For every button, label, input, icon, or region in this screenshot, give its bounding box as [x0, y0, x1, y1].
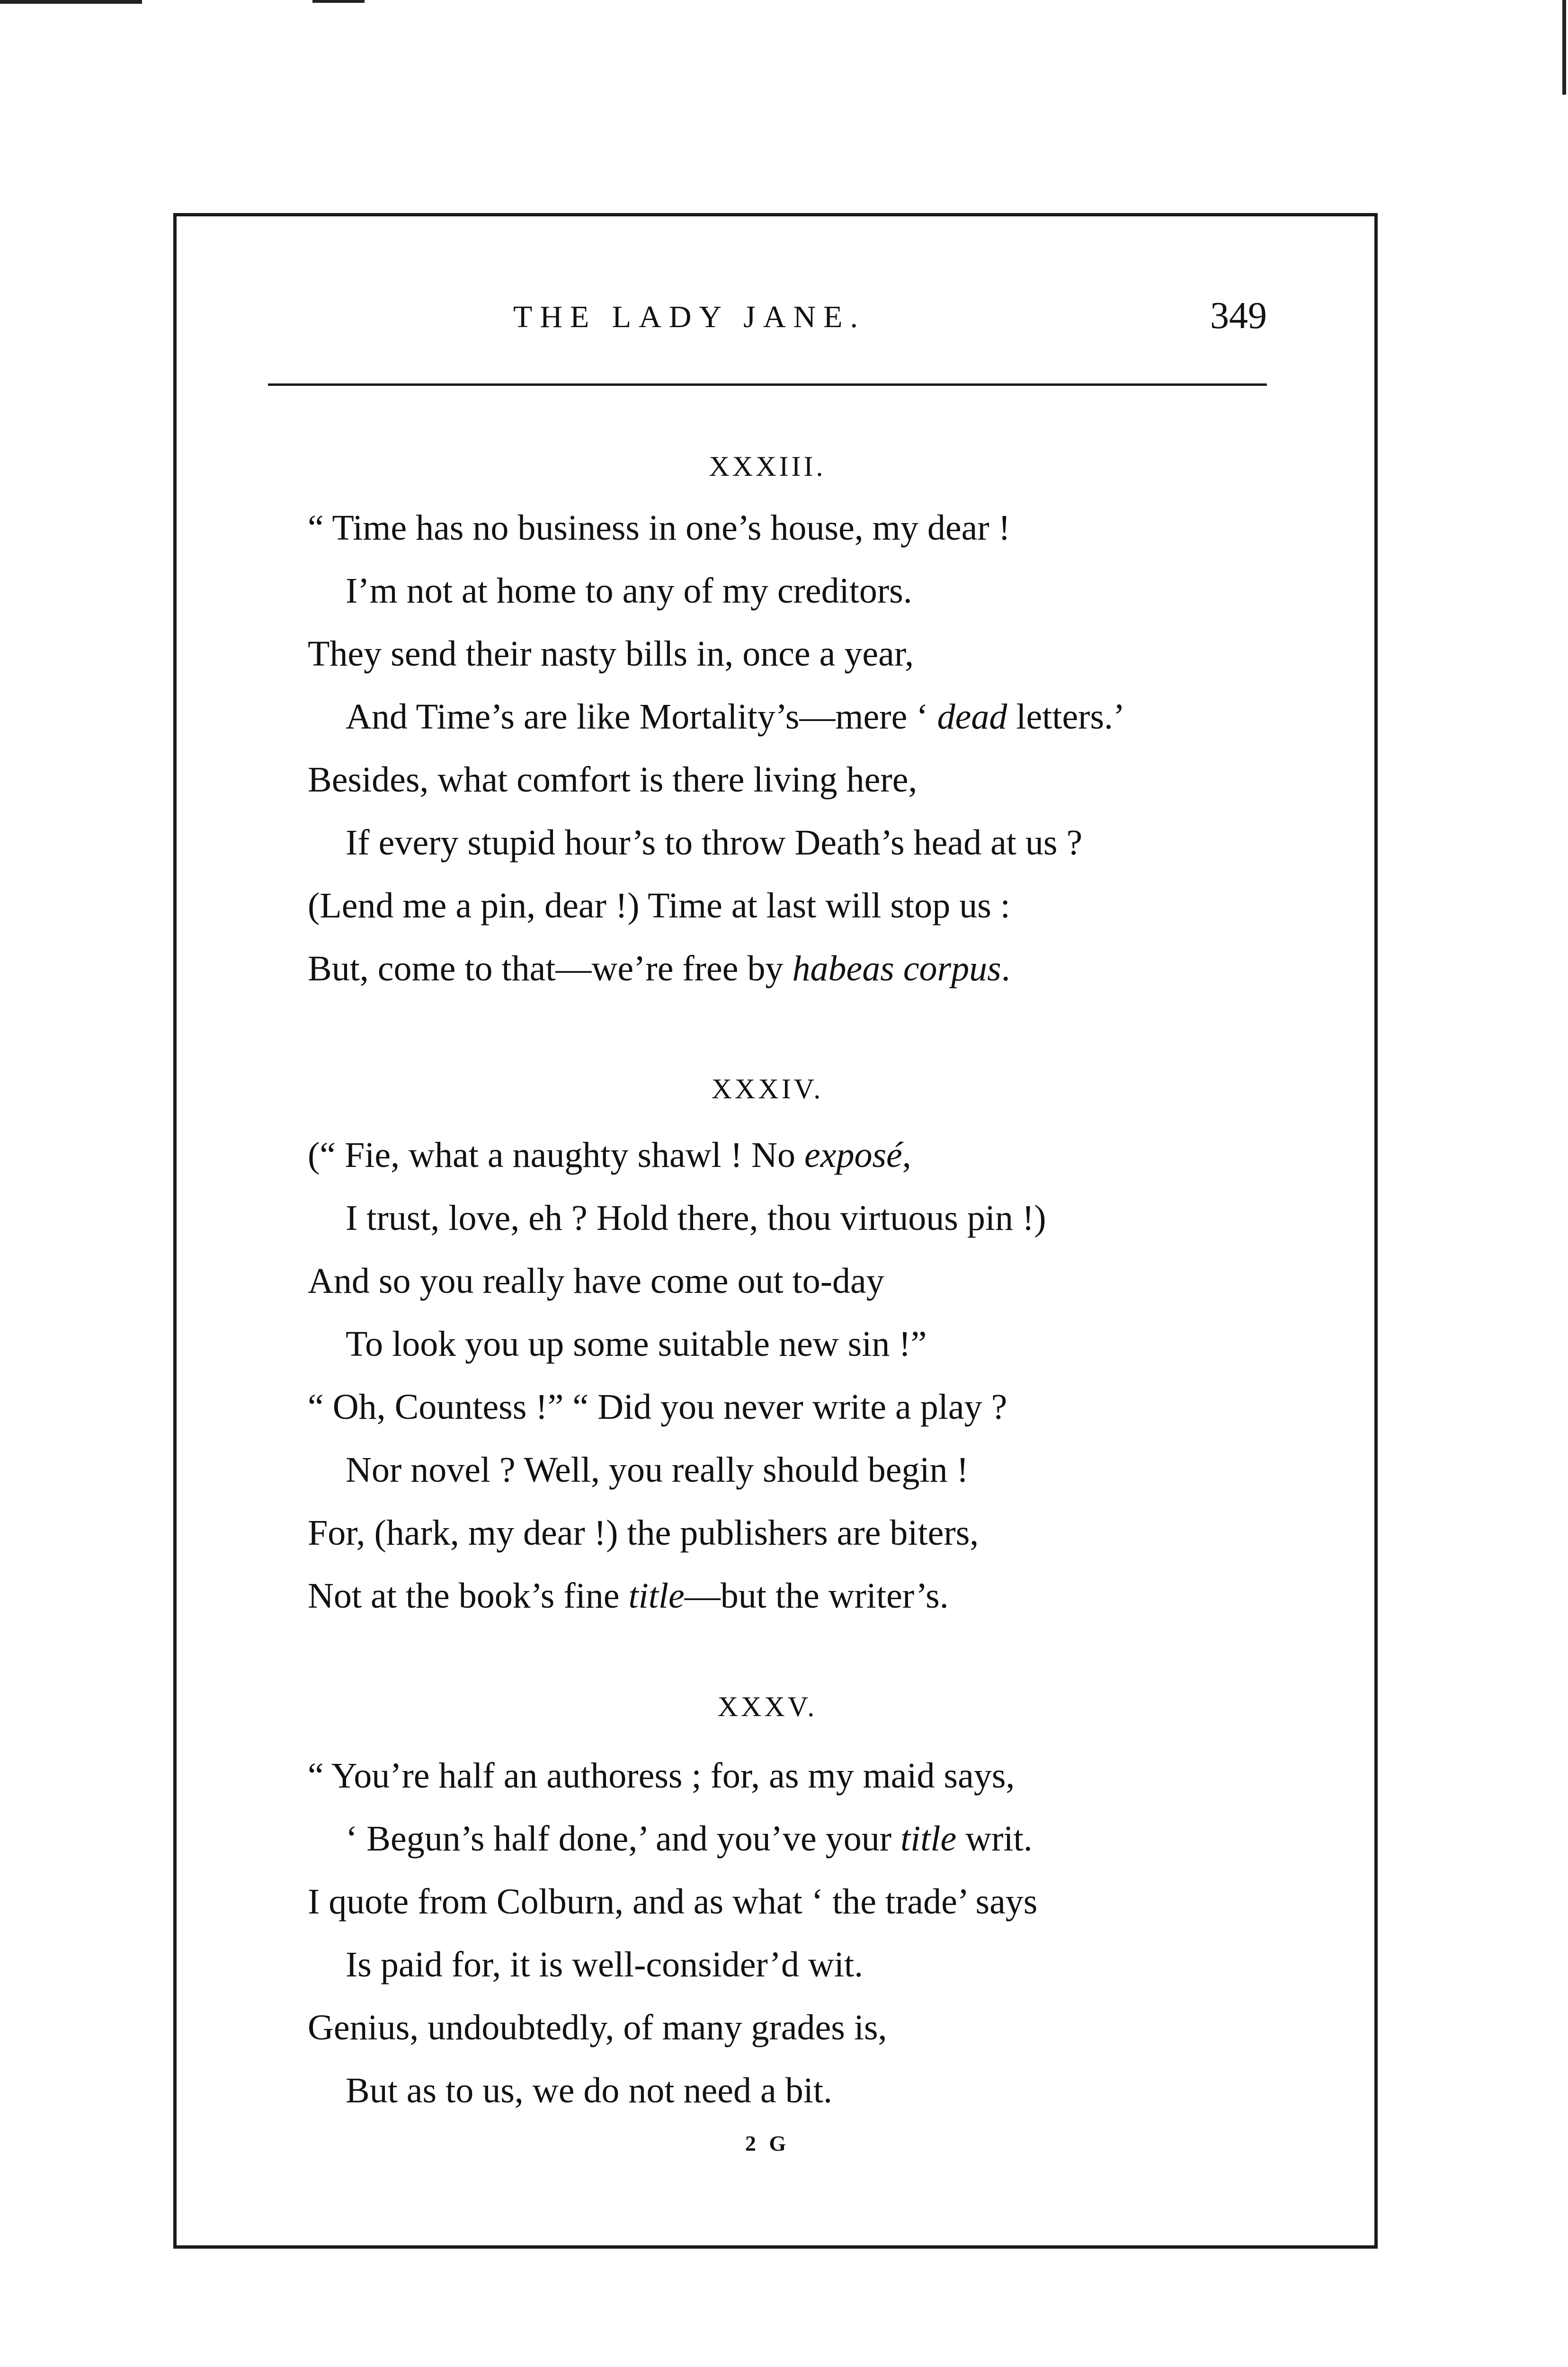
- verse-line: I’m not at home to any of my creditors.: [346, 571, 912, 611]
- stanza-number: XXXIII.: [709, 451, 826, 482]
- header-rule: [268, 383, 1267, 386]
- verse-line: “ Oh, Countess !” “ Did you never write a play ?: [308, 1387, 1007, 1427]
- verse-line: And Time’s are like Mortality’s—mere ‘ dead letters.’: [346, 697, 1125, 737]
- page-number: 349: [1210, 295, 1267, 337]
- verse-line: (“ Fie, what a naughty shawl ! No exposé,: [308, 1135, 911, 1175]
- running-title: THE LADY JANE.: [513, 300, 865, 334]
- running-head: [268, 289, 1267, 346]
- verse-line: To look you up some suitable new sin !”: [346, 1324, 927, 1364]
- scan-artifact: [1562, 0, 1566, 95]
- scan-artifact: [0, 0, 142, 4]
- verse-line: “ Time has no business in one’s house, my dear !: [308, 508, 1011, 548]
- verse-line: But, come to that—we’re free by habeas corpus.: [308, 949, 1010, 988]
- verse-line: Genius, undoubtedly, of many grades is,: [308, 2008, 887, 2047]
- verse-line: ‘ Begun’s half done,’ and you’ve your title writ.: [346, 1819, 1033, 1859]
- verse-line: I quote from Colburn, and as what ‘ the trade’ says: [308, 1882, 1038, 1922]
- scan-artifact: [312, 0, 365, 3]
- verse-line: They send their nasty bills in, once a year,: [308, 634, 914, 674]
- verse-line: Is paid for, it is well-consider’d wit.: [346, 1945, 864, 1984]
- stanza-number: XXXIV.: [711, 1073, 824, 1104]
- verse-line: If every stupid hour’s to throw Death’s head at us ?: [346, 823, 1083, 863]
- verse-line: Nor novel ? Well, you really should begin !: [346, 1450, 969, 1490]
- verse-line: And so you really have come out to-day: [308, 1261, 884, 1301]
- verse-line: “ You’re half an authoress ; for, as my maid says,: [308, 1756, 1015, 1796]
- verse-line: (Lend me a pin, dear !) Time at last will stop us :: [308, 886, 1010, 925]
- signature-mark: 2 G: [745, 2131, 790, 2155]
- stanza-number: XXXV.: [717, 1691, 818, 1722]
- verse-line: But as to us, we do not need a bit.: [346, 2071, 832, 2110]
- verse-line: I trust, love, eh ? Hold there, thou virtuous pin !): [346, 1198, 1046, 1238]
- verse-line: Besides, what comfort is there living here,: [308, 760, 918, 800]
- verse-line: Not at the book’s fine title—but the writer’s.: [308, 1576, 949, 1616]
- verse-line: For, (hark, my dear !) the publishers are biters,: [308, 1513, 979, 1553]
